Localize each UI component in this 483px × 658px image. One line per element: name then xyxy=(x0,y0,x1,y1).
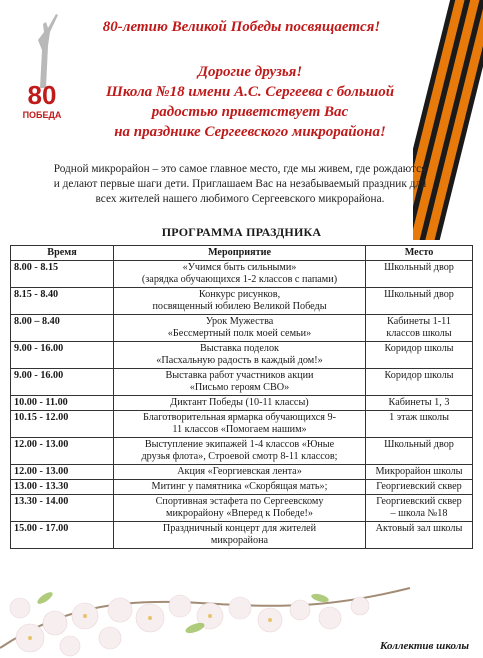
event-line: посвященный юбилею Великой Победы xyxy=(152,301,327,312)
greeting-block xyxy=(70,62,430,142)
table-header-row xyxy=(11,246,473,261)
intro-line: Родной микрорайон – это самое главное место, где мы живем, где рождаются xyxy=(53,163,427,175)
event-cell xyxy=(114,480,366,495)
time-cell: 15.00 - 17.00 xyxy=(11,522,114,549)
place-line: Георгиевский сквер xyxy=(376,481,462,492)
time-cell: 8.00 - 8.15 xyxy=(11,261,114,288)
table-row xyxy=(11,342,473,369)
event-line: друзья флота», Строевой смотр 8-11 классов; xyxy=(141,451,338,462)
time-cell: 12.00 - 13.00 xyxy=(11,465,114,480)
logo-word: ПОБЕДА xyxy=(22,110,62,120)
place-line: – школа №18 xyxy=(390,508,448,519)
place-cell xyxy=(366,369,473,396)
table-row xyxy=(11,480,473,495)
place-line: Школьный двор xyxy=(384,289,454,300)
place-line: Актовый зал школы xyxy=(375,523,463,534)
event-line: Спортивная эстафета по Сергеевскому xyxy=(155,496,324,507)
event-line: Выставка поделок xyxy=(199,343,280,354)
event-cell xyxy=(114,396,366,411)
event-cell xyxy=(114,288,366,315)
place-cell xyxy=(366,495,473,522)
place-cell xyxy=(366,396,473,411)
table-row xyxy=(11,288,473,315)
table-row xyxy=(11,438,473,465)
table-row xyxy=(11,396,473,411)
dedication-heading: 80-летию Великой Победы посвящается! xyxy=(102,19,381,35)
greeting-line: Школа №18 имени А.С. Сергеева с большой xyxy=(105,84,395,100)
event-cell xyxy=(114,342,366,369)
table-row xyxy=(11,369,473,396)
column-header-place: Место xyxy=(366,246,473,261)
place-cell xyxy=(366,288,473,315)
event-line: Урок Мужества xyxy=(205,316,274,327)
place-line: Микрорайон школы xyxy=(375,466,463,477)
column-header-event: Мероприятие xyxy=(114,246,366,261)
time-cell: 13.00 - 13.30 xyxy=(11,480,114,495)
event-line: Выставка работ участников акции xyxy=(165,370,314,381)
event-cell xyxy=(114,522,366,549)
place-cell xyxy=(366,315,473,342)
event-line: «Учимся быть сильными» xyxy=(182,262,297,273)
place-cell xyxy=(366,438,473,465)
time-cell: 9.00 - 16.00 xyxy=(11,369,114,396)
signature: Коллектив школы xyxy=(379,640,469,652)
time-cell: 8.15 - 8.40 xyxy=(11,288,114,315)
column-header-time: Время xyxy=(11,246,114,261)
event-line: Акция «Георгиевская лента» xyxy=(177,466,302,477)
event-cell xyxy=(114,369,366,396)
table-row xyxy=(11,465,473,480)
table-row xyxy=(11,315,473,342)
greeting-line: радостью приветствует Вас xyxy=(151,104,349,120)
intro-line: и делают первые шаги дети. Приглашаем Вас на незабываемый праздник для xyxy=(53,178,427,190)
time-cell: 13.30 - 14.00 xyxy=(11,495,114,522)
event-cell xyxy=(114,411,366,438)
table-row xyxy=(11,261,473,288)
event-line: микрорайона xyxy=(210,535,269,546)
time-cell: 9.00 - 16.00 xyxy=(11,342,114,369)
event-cell xyxy=(114,315,366,342)
event-line: Конкурс рисунков, xyxy=(198,289,281,300)
place-cell xyxy=(366,480,473,495)
time-cell: 8.00 – 8.40 xyxy=(11,315,114,342)
event-cell xyxy=(114,261,366,288)
place-line: Кабинеты 1-11 xyxy=(387,316,451,327)
program-table xyxy=(10,245,473,549)
logo-number: 80 xyxy=(27,80,57,110)
event-cell xyxy=(114,465,366,480)
event-line: «Бессмертный полк моей семьи» xyxy=(167,328,312,339)
place-cell xyxy=(366,522,473,549)
place-line: Георгиевский сквер xyxy=(376,496,462,507)
program-title: ПРОГРАММА ПРАЗДНИКА xyxy=(161,225,322,239)
event-cell xyxy=(114,495,366,522)
event-line: Митинг у памятника «Скорбящая мать»; xyxy=(151,481,328,492)
event-line: Диктант Победы (10-11 классы) xyxy=(170,397,309,408)
place-line: Школьный двор xyxy=(384,262,454,273)
event-line: Благотворительная ярмарка обучающихся 9- xyxy=(142,412,336,423)
place-line: 1 этаж школы xyxy=(389,412,449,423)
greeting-line: на празднике Сергеевского микрорайона! xyxy=(114,124,386,140)
place-line: Коридор школы xyxy=(384,343,454,354)
program-table-body xyxy=(11,261,473,549)
place-cell xyxy=(366,465,473,480)
place-line: Коридор школы xyxy=(384,370,454,381)
place-line: классов школы xyxy=(386,328,452,339)
table-row xyxy=(11,495,473,522)
place-cell xyxy=(366,261,473,288)
event-line: Выступление экипажей 1-4 классов «Юные xyxy=(144,439,335,450)
greeting-line: Дорогие друзья! xyxy=(197,64,303,80)
event-line: «Пасхальную радость в каждый дом!» xyxy=(156,355,323,366)
table-row xyxy=(11,411,473,438)
time-cell: 12.00 - 13.00 xyxy=(11,438,114,465)
table-row xyxy=(11,522,473,549)
event-cell xyxy=(114,438,366,465)
event-line: 11 классов «Помогаем нашим» xyxy=(172,424,307,435)
time-cell: 10.15 - 12.00 xyxy=(11,411,114,438)
event-line: (зарядка обучающихся 1-2 классов с папами) xyxy=(141,274,338,285)
event-line: «Письмо героям СВО» xyxy=(189,382,290,393)
place-line: Кабинеты 1, 3 xyxy=(388,397,450,408)
place-line: Школьный двор xyxy=(384,439,454,450)
event-line: микрорайону «Вперед к Победе!» xyxy=(166,508,313,519)
place-cell xyxy=(366,411,473,438)
event-line: Праздничный концерт для жителей xyxy=(162,523,317,534)
time-cell: 10.00 - 11.00 xyxy=(11,396,114,411)
intro-paragraph xyxy=(10,162,470,207)
place-cell xyxy=(366,342,473,369)
intro-line: всех жителей нашего любимого Сергеевского микрорайона. xyxy=(95,193,385,205)
